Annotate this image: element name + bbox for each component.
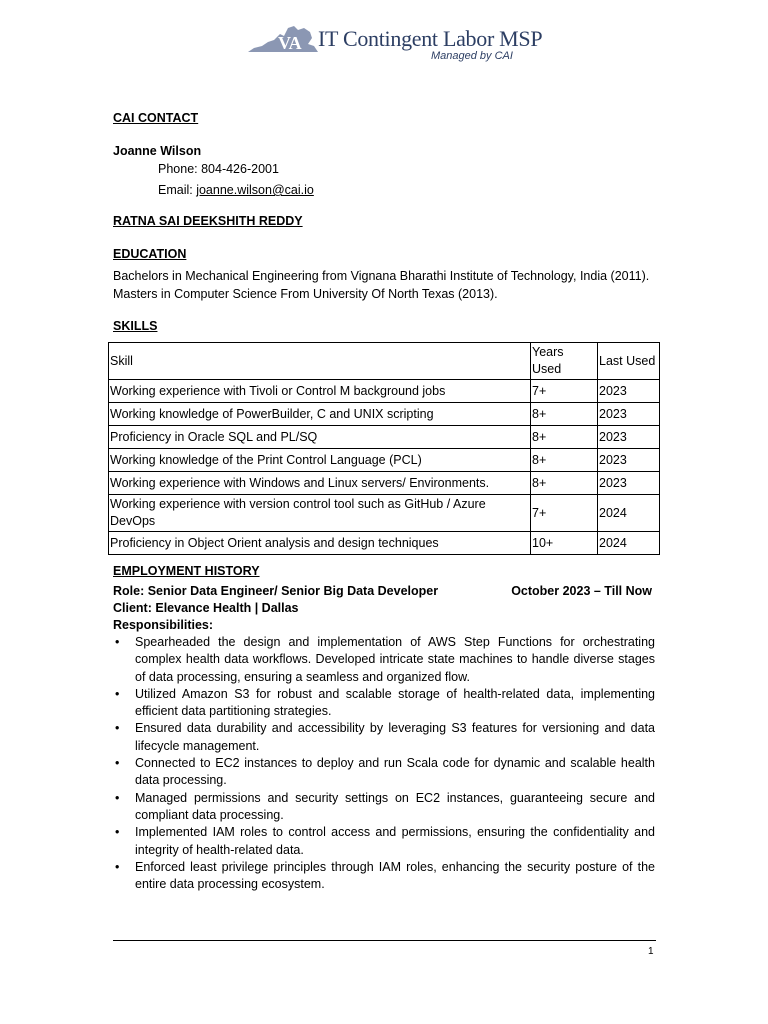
header-years-used: Years Used (531, 343, 598, 380)
header-last-used: Last Used (598, 343, 660, 380)
table-header-row (109, 343, 660, 380)
last-used-cell: 2023 (598, 380, 660, 403)
bullet: • (115, 686, 120, 701)
resume-body (113, 110, 658, 334)
years-cell: 7+ (531, 380, 598, 403)
skill-cell: Working experience with Tivoli or Control M background jobs (109, 380, 531, 403)
education-heading: EDUCATION (113, 247, 187, 261)
table-row (109, 495, 660, 532)
email-link[interactable]: joanne.wilson@cai.io (196, 183, 314, 197)
logo-brand: IT Contingent Labor MSP (318, 26, 543, 51)
skill-cell: Working experience with Windows and Linux servers/ Environments. (109, 472, 531, 495)
skill-cell: Working knowledge of the Print Control Language (PCL) (109, 449, 531, 472)
contact-name: Joanne Wilson (113, 144, 202, 158)
bullet: • (115, 825, 120, 840)
skills-table (108, 342, 660, 555)
virginia-map-icon (248, 24, 320, 54)
list-item-text: Enforced least privilege principles through IAM roles, enhancing the security posture of the entire data processing ecosystem. (135, 859, 655, 892)
employment-heading: EMPLOYMENT HISTORY (113, 564, 260, 578)
contact-heading: CAI CONTACT (113, 111, 199, 125)
years-cell: 8+ (531, 426, 598, 449)
bullet: • (115, 859, 120, 874)
last-used-cell: 2024 (598, 532, 660, 555)
table-row (109, 449, 660, 472)
list-item (113, 720, 655, 755)
list-item-text: Managed permissions and security settings on EC2 instances, guaranteeing secure and compliant data processing. (135, 790, 655, 822)
list-item (113, 824, 655, 859)
role-row (113, 583, 655, 600)
page-number: 1 (648, 946, 654, 957)
education-line: Masters in Computer Science From University Of North Texas (2013). (113, 287, 498, 301)
years-cell: 8+ (531, 472, 598, 495)
header-skill: Skill (109, 343, 531, 380)
years-cell: 8+ (531, 449, 598, 472)
last-used-cell: 2023 (598, 472, 660, 495)
years-cell: 10+ (531, 532, 598, 555)
education-line: Bachelors in Mechanical Engineering from Vignana Bharathi Institute of Technology, India (2011). (113, 269, 650, 283)
responsibilities-list (113, 634, 655, 893)
footer-divider (113, 940, 656, 941)
skill-cell: Working knowledge of PowerBuilder, C and UNIX scripting (109, 403, 531, 426)
last-used-cell: 2023 (598, 426, 660, 449)
skill-cell: Working experience with version control tool such as GitHub / Azure DevOps (109, 495, 531, 532)
candidate-name: RATNA SAI DEEKSHITH REDDY (113, 214, 303, 228)
bullet: • (115, 721, 120, 736)
list-item (113, 686, 655, 721)
last-used-cell: 2024 (598, 495, 660, 532)
table-row (109, 403, 660, 426)
list-item (113, 634, 655, 686)
role-dates: October 2023 – Till Now (511, 584, 652, 598)
bullet: • (115, 790, 120, 805)
table-row (109, 532, 660, 555)
table-row (109, 472, 660, 495)
list-item (113, 859, 655, 894)
list-item (113, 790, 655, 825)
list-item-text: Implemented IAM roles to control access and permissions, ensuring the confidentiality and integrity of health-related data. (135, 825, 655, 857)
logo-subtitle: Managed by CAI (431, 50, 513, 62)
cai-logo (248, 18, 543, 64)
skill-cell: Proficiency in Oracle SQL and PL/SQ (109, 426, 531, 449)
last-used-cell: 2023 (598, 403, 660, 426)
email-label: Email: (158, 183, 197, 197)
last-used-cell: 2023 (598, 449, 660, 472)
years-cell: 7+ (531, 495, 598, 532)
client-line: Client: Elevance Health | Dallas (113, 601, 299, 615)
education-list (113, 267, 658, 303)
employment-section (113, 563, 655, 893)
logo-mark-text: VA (278, 33, 302, 53)
bullet: • (115, 635, 120, 649)
contact-phone: Phone: 804-426-2001 (158, 162, 279, 176)
list-item-text: Utilized Amazon S3 for robust and scalable storage of health-related data, implementing efficient data partitioning strategies. (135, 686, 655, 719)
list-item-text: Spearheaded the design and implementation of AWS Step Functions for orchestrating complex health data workflows. Developed intricate state machines to handle diverse stages of data processing, ensuring a seamless and organized flow. (135, 635, 655, 684)
table-row (109, 380, 660, 403)
bullet: • (115, 756, 120, 771)
list-item (113, 755, 655, 790)
table-row (109, 426, 660, 449)
skills-heading: SKILLS (113, 319, 158, 333)
years-cell: 8+ (531, 403, 598, 426)
responsibilities-label: Responsibilities: (113, 618, 214, 632)
contact-email-row (113, 180, 658, 201)
role-title: Role: Senior Data Engineer/ Senior Big Data Developer (113, 584, 439, 598)
list-item-text: Ensured data durability and accessibility by leveraging S3 features for versioning and data lifecycle management. (135, 721, 655, 753)
list-item-text: Connected to EC2 instances to deploy and run Scala code for dynamic and scalable health data processing. (135, 756, 655, 788)
skill-cell: Proficiency in Object Orient analysis and design techniques (109, 532, 531, 555)
